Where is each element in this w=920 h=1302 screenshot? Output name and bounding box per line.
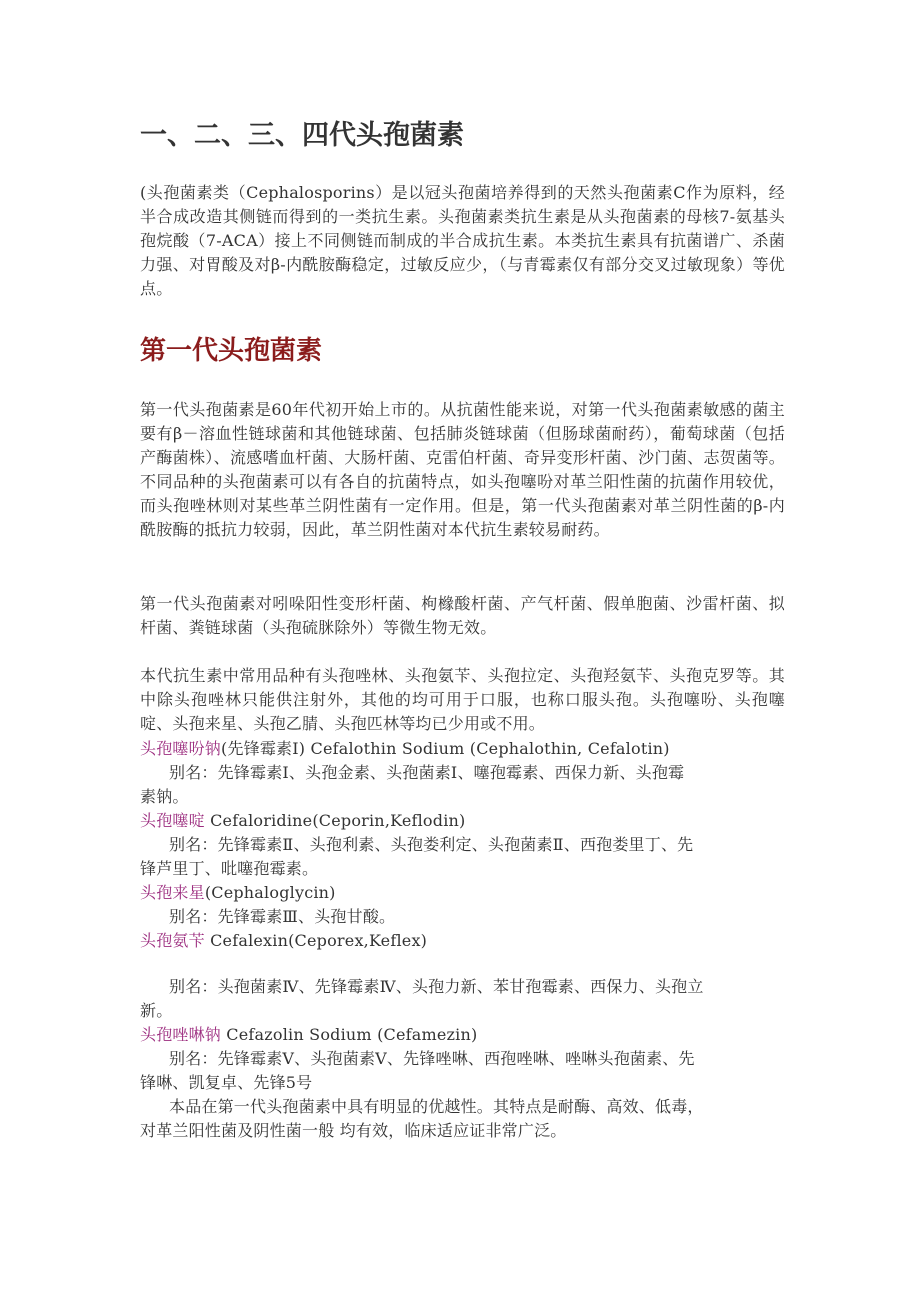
drug-alias-continued: 新。 xyxy=(140,1001,173,1020)
drug-name: 头孢唑啉钠 xyxy=(140,1025,222,1044)
drug-alias: 别名：先锋霉素Ⅰ、头孢金素、头孢菌素Ⅰ、噻孢霉素、西保力新、头孢霉 xyxy=(169,763,685,782)
first-gen-paragraph-2: 第一代头孢菌素对吲哚阳性变形杆菌、枸橼酸杆菌、产气杆菌、假单胞菌、沙雷杆菌、拟杆菌、粪链球菌（头孢硫脒除外）等微生物无效。 xyxy=(140,594,785,637)
drug-latin-name: Cefazolin Sodium (Cefamezin) xyxy=(221,1025,478,1044)
first-gen-paragraph-1: 第一代头孢菌素是60年代初开始上市的。从抗菌性能来说，对第一代头孢菌素敏感的菌主要有β－溶血性链球菌和其他链球菌、包括肺炎链球菌（但肠球菌耐药），葡萄球菌（包括产酶菌株）、流感嗜血杆菌、大肠杆菌、克雷伯杆菌、奇异变形杆菌、沙门菌、志贺菌等。不同品种的头孢菌素可以有各自的抗菌特点，如头孢噻吩对革兰阳性菌的抗菌作用较优，而头孢唑林则对某些革兰阴性菌有一定作用。但是，第一代头孢菌素对革兰阴性菌的β-内酰胺酶的抵抗力较弱，因此，革兰阴性菌对本代抗生素较易耐药。 xyxy=(140,400,785,539)
drug-name: 头孢来星 xyxy=(140,883,205,902)
drug-latin-name: (Cephaloglycin) xyxy=(204,883,336,902)
drug-name: 头孢氨苄 xyxy=(140,931,205,950)
drug-alias: 别名：头孢菌素Ⅳ、先锋霉素Ⅳ、头孢力新、苯甘孢霉素、西保力、头孢立 xyxy=(169,977,704,996)
drug-entry-cephaloglycin xyxy=(140,881,785,905)
first-gen-paragraph-3: 本代抗生素中常用品种有头孢唑林、头孢氨苄、头孢拉定、头孢羟氨苄、头孢克罗等。其中除头孢唑林只能供注射外，其他的均可用于口服，也称口服头孢。头孢噻吩、头孢噻啶、头孢来星、头孢乙腈、头孢匹林等均已少用或不用。 xyxy=(140,666,785,733)
drug-latin-name: Cefaloridine(Ceporin,Keflodin) xyxy=(204,811,466,830)
cefazolin-note-continued: 对革兰阳性菌及阴性菌一般 均有效，临床适应证非常广泛。 xyxy=(140,1121,567,1140)
intro-paragraph: (头孢菌素类（Cephalosporins）是以冠头孢菌培养得到的天然头孢菌素C作为原料，经半合成改造其侧链而得到的一类抗生素。头孢菌素类抗生素是从头孢菌素的母核7-氨基头孢烷酸（7-ACA）接上不同侧链而制成的半合成抗生素。本类抗生素具有抗菌谱广、杀菌力强、对胃酸及对β-内酰胺酶稳定，过敏反应少，（与青霉素仅有部分交叉过敏现象）等优点。 xyxy=(140,183,785,298)
section-heading-first-generation: 第一代头孢菌素 xyxy=(140,336,323,366)
drug-entry-cefaloridine xyxy=(140,809,785,833)
drug-alias-continued: 素钠。 xyxy=(140,787,189,806)
drug-entry-cefazolin xyxy=(140,1023,785,1047)
page-title: 一、二、三、四代头孢菌素 xyxy=(140,120,464,151)
drug-entry-cefalothin xyxy=(140,737,785,761)
drug-name: 头孢噻啶 xyxy=(140,811,205,830)
drug-name: 头孢噻吩钠 xyxy=(140,739,222,758)
drug-latin-name: (先锋霉素Ⅰ) Cefalothin Sodium (Cephalothin, Cefalotin) xyxy=(221,739,670,758)
drug-latin-name: Cefalexin(Ceporex,Keflex) xyxy=(204,931,428,950)
drug-alias-continued: 锋芦里丁、吡噻孢霉素。 xyxy=(140,859,319,878)
drug-alias: 别名：先锋霉素Ⅱ、头孢利素、头孢娄利定、头孢菌素Ⅱ、西孢娄里丁、先 xyxy=(169,835,694,854)
drug-alias: 别名：先锋霉素Ⅴ、头孢菌素Ⅴ、先锋唑啉、西孢唑啉、唑啉头孢菌素、先 xyxy=(169,1049,695,1068)
drug-alias: 别名：先锋霉素Ⅲ、头孢甘酸。 xyxy=(169,907,396,926)
drug-entry-cefalexin xyxy=(140,929,785,953)
drug-alias-continued: 锋啉、凯复卓、先锋5号 xyxy=(140,1073,313,1092)
cefazolin-note: 本品在第一代头孢菌素中具有明显的优越性。其特点是耐酶、高效、低毒， xyxy=(169,1097,704,1116)
